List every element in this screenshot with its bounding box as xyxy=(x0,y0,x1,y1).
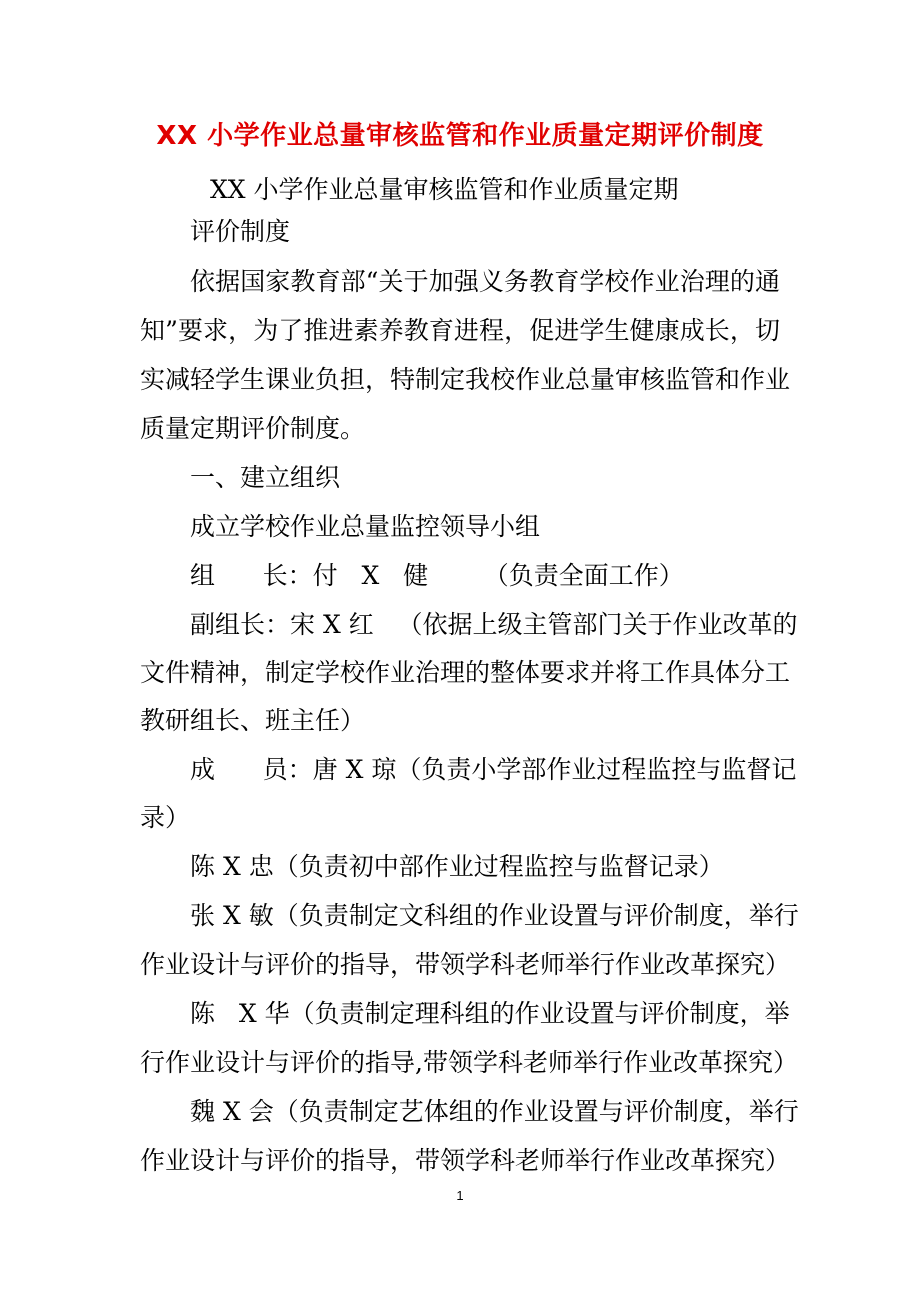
deputy-line-3: 教研组长、班主任） xyxy=(140,706,366,735)
leader-line: 组 长：付 X 健 （负责全面工作） xyxy=(190,561,684,590)
member-chen-zhong-line: 陈 X 忠（负责初中部作业过程监控与监督记录） xyxy=(190,852,724,881)
member-wei-line-2: 作业设计与评价的指导，带领学科老师举行作业改革探究） xyxy=(140,1146,791,1175)
intro-line-2: 知”要求，为了推进素养教育进程，促进学生健康成长，切 xyxy=(140,316,780,345)
intro-line-4: 质量定期评价制度。 xyxy=(140,414,366,443)
subtitle-continuation: 评价制度 xyxy=(190,217,291,246)
member-wei-line-1: 魏 X 会（负责制定艺体组的作业设置与评价制度，举行 xyxy=(190,1097,799,1126)
deputy-line-2: 文件精神，制定学校作业治理的整体要求并将工作具体分工 xyxy=(140,658,791,687)
subtitle-line: XX 小学作业总量审核监管和作业质量定期 xyxy=(210,175,679,204)
document-title: XX 小学作业总量审核监管和作业质量定期评价制度 xyxy=(156,121,764,151)
page-number: 1 xyxy=(456,1188,464,1203)
section-heading: 一、建立组织 xyxy=(190,463,341,492)
group-name: 成立学校作业总量监控领导小组 xyxy=(190,512,541,541)
member-chen-hua-line-2: 行作业设计与评价的指导,带领学科老师举行作业改革探究） xyxy=(140,1048,798,1077)
member-zhang-line-2: 作业设计与评价的指导，带领学科老师举行作业改革探究） xyxy=(140,950,791,979)
intro-line-1: 依据国家教育部“关于加强义务教育学校作业治理的通 xyxy=(190,267,780,296)
member-tang-line-1: 成 员：唐 X 琼（负责小学部作业过程监控与监督记 xyxy=(190,755,797,784)
member-zhang-line-1: 张 X 敏（负责制定文科组的作业设置与评价制度，举行 xyxy=(190,901,799,930)
member-tang-line-2: 录） xyxy=(140,803,191,832)
member-chen-hua-line-1: 陈 X 华（负责制定理科组的作业设置与评价制度，举 xyxy=(190,999,790,1028)
intro-line-3: 实减轻学生课业负担，特制定我校作业总量审核监管和作业 xyxy=(140,365,791,394)
deputy-line-1: 副组长：宋 X 红 （依据上级主管部门关于作业改革的 xyxy=(190,610,798,639)
